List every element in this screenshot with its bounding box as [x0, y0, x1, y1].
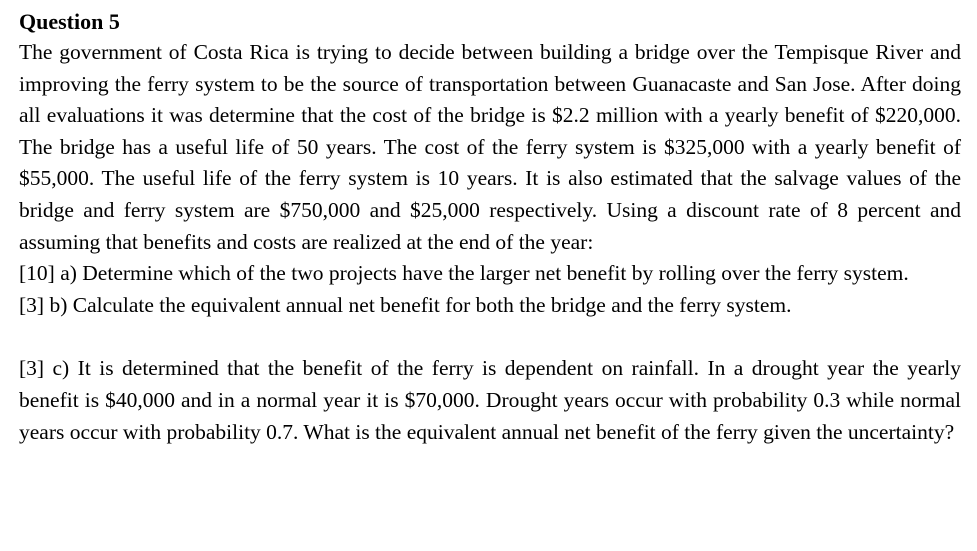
question-document [19, 6, 961, 448]
question-intro: The government of Costa Rica is trying to decide between building a bridge over the Tempisque River and improving the ferry system to be the source of transportation between Guanacaste and San Jose. After doing all evaluations it was determine that the cost of the bridge is $2.2 million with a yearly benefit of $220,000. The bridge has a useful life of 50 years. The cost of the ferry system is $325,000 with a yearly benefit of $55,000. The useful life of the ferry system is 10 years. It is also estimated that the salvage values of the bridge and ferry system are $750,000 and $25,000 respectively. Using a discount rate of 8 percent and assuming that benefits and costs are realized at the end of the year: [19, 40, 961, 254]
part-a-text: [10] a) Determine which of the two projects have the larger net benefit by rolling over the ferry system. [19, 261, 909, 286]
blank-line [19, 321, 961, 353]
part-c-text: [3] c) It is determined that the benefit of the ferry is dependent on rainfall. In a drought year the yearly benefit is $40,000 and in a normal year it is $70,000. Drought years occur with probability 0.3 while normal years occur with probability 0.7. What is the equivalent annual net benefit of the ferry given the uncertainty? [19, 356, 961, 444]
question-title: Question 5 [19, 9, 120, 34]
part-b-text: [3] b) Calculate the equivalent annual net benefit for both the bridge and the ferry system. [19, 292, 792, 317]
